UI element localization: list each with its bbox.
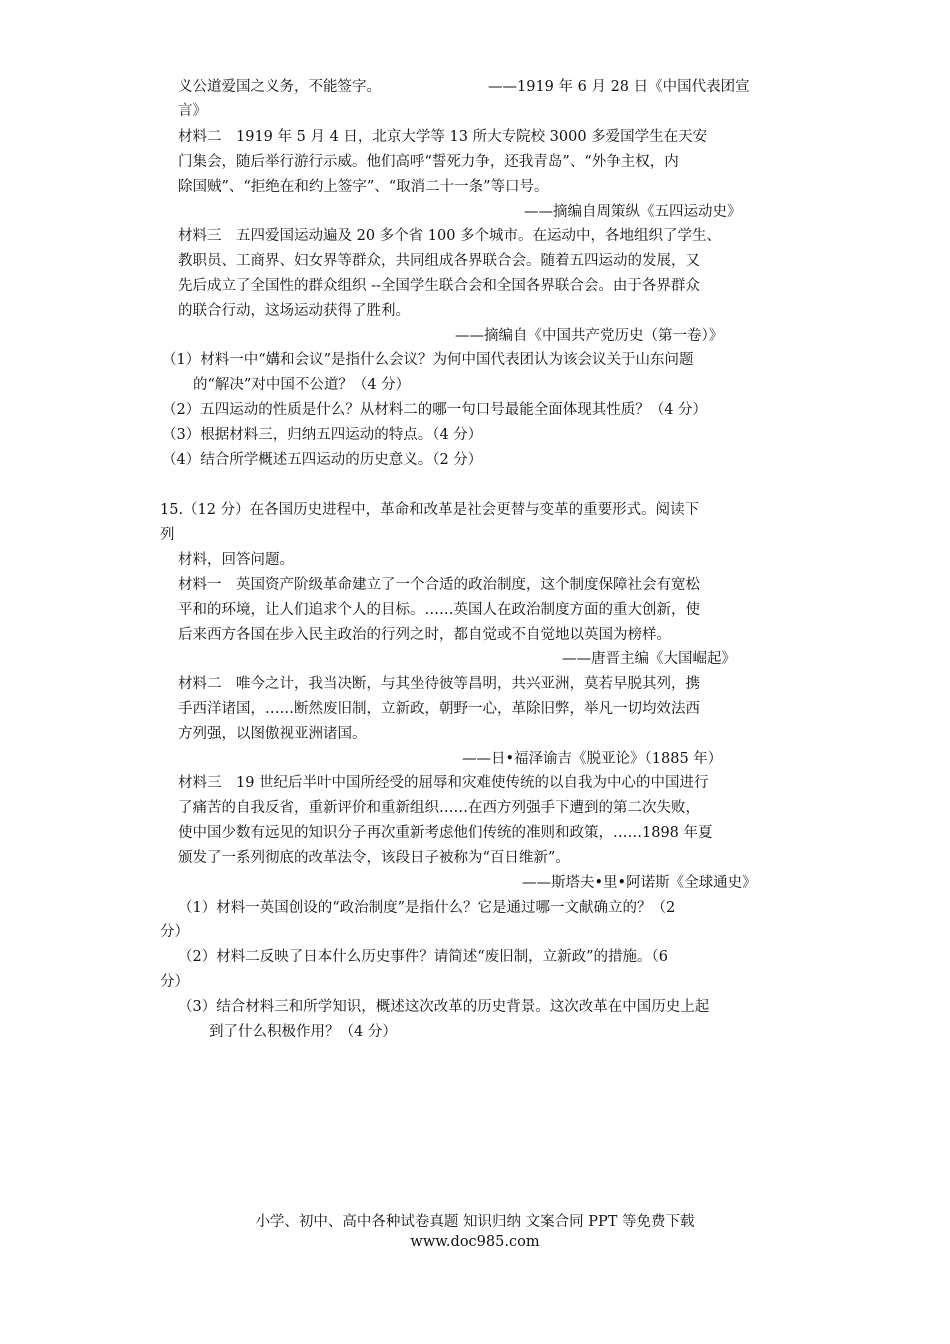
material-line: 后来西方各国在步入民主政治的行列之时，都自觉或不自觉地以英国为榜样。 [178, 627, 671, 643]
material-line: 方列强，以图傲视亚洲诸国。 [178, 726, 367, 742]
footer-text: 小学、初中、高中各种试卷真题 知识归纳 文案合同 PPT 等免费下载 [255, 1214, 695, 1230]
material-line: 了痛苦的自我反省，重新评价和重新组织……在西方列强手下遭到的第二次失败， [178, 800, 700, 816]
question-line: （1）材料一中“媾和会议”是指什么会议？为何中国代表团认为该会议关于山东问题 [162, 352, 694, 368]
material-line: 材料二 唯今之计，我当决断，与其坐待彼等昌明，共兴亚洲，莫若早脱其列，携 [178, 676, 700, 692]
question-line: （4）结合所学概述五四运动的历史意义。（2 分） [162, 452, 483, 468]
question-line: （3）结合材料三和所学知识，概述这次改革的历史背景。这次改革在中国历史上起 [178, 999, 710, 1015]
material-line: 材料一 英国资产阶级革命建立了一个合适的政治制度，这个制度保障社会有宽松 [178, 577, 700, 593]
source-citation: ——1919 年 6 月 28 日《中国代表团宣 [488, 79, 750, 95]
footer-link[interactable]: www.doc985.com [410, 1234, 540, 1250]
question-header: 15.（12 分）在各国历史进程中，革命和改革是社会更替与变革的重要形式。阅读下 [160, 502, 700, 518]
material-line: 材料三 19 世纪后半叶中国所经受的屈辱和灾难使传统的以自我为中心的中国进行 [178, 775, 709, 791]
question-line: 分） [160, 974, 189, 990]
source-citation: ——唐晋主编《大国崛起》 [562, 651, 736, 667]
material-line: 颁发了一系列彻底的改革法令，该段日子被称为“百日维新”。 [178, 850, 570, 866]
source-citation: ——摘编自《中国共产党历史（第一卷）》 [455, 328, 724, 344]
material-line: 材料二 1919 年 5 月 4 日，北京大学等 13 所大专院校 3000 多爱国学生在天安 [178, 129, 708, 145]
question-header: 列 [160, 527, 175, 543]
question-line: 分） [160, 924, 189, 940]
material-line: 除国贼”、“拒绝在和约上签字”、“取消二十一条”等口号。 [178, 179, 549, 195]
material-line: 使中国少数有远见的知识分子再次重新考虑他们传统的准则和政策，……1898 年夏 [178, 825, 713, 841]
question-header: 材料，回答问题。 [178, 552, 294, 568]
material-line: 门集会，随后举行游行示威。他们高呼“誓死力争，还我青岛”、“外争主权，内 [178, 154, 679, 170]
question-line: （3）根据材料三，归纳五四运动的特点。（4 分） [162, 427, 483, 443]
material-line: 教职员、工商界、妇女界等群众，共同组成各界联合会。随着五四运动的发展，又 [178, 253, 700, 269]
question-line: （2）材料二反映了日本什么历史事件？请简述“废旧制，立新政”的措施。（6 [178, 949, 669, 965]
text-line: 义公道爱国之义务，不能签字。 [178, 79, 381, 95]
question-line: 的“解决”对中国不公道？（4 分） [193, 377, 411, 393]
material-line: 先后成立了全国性的群众组织 --全国学生联合会和全国各界联合会。由于各界群众 [178, 278, 700, 294]
question-line: 到了什么积极作用？（4 分） [209, 1024, 397, 1040]
question-line: （1）材料一英国创设的“政治制度”是指什么？它是通过哪一文献确立的？（2 [178, 900, 676, 916]
material-line: 材料三 五四爱国运动遍及 20 多个省 100 多个城市。在运动中，各地组织了学生、 [178, 228, 722, 244]
question-line: （2）五四运动的性质是什么？从材料二的哪一句口号最能全面体现其性质？（4 分） [162, 402, 708, 418]
material-line: 的联合行动，这场运动获得了胜利。 [178, 303, 410, 319]
text-line: 言》 [178, 103, 207, 119]
material-line: 手西洋诸国，……断然废旧制，立新政，朝野一心，革除旧弊，举凡一切均效法西 [178, 701, 700, 717]
material-line: 平和的环境，让人们追求个人的目标。……英国人在政治制度方面的重大创新，使 [178, 602, 700, 618]
source-citation: ——斯塔夫•里•阿诺斯《全球通史》 [522, 875, 757, 891]
source-citation: ——摘编自周策纵《五四运动史》 [524, 204, 742, 220]
source-citation: ——日•福泽谕吉《脱亚论》（1885 年） [462, 751, 723, 767]
